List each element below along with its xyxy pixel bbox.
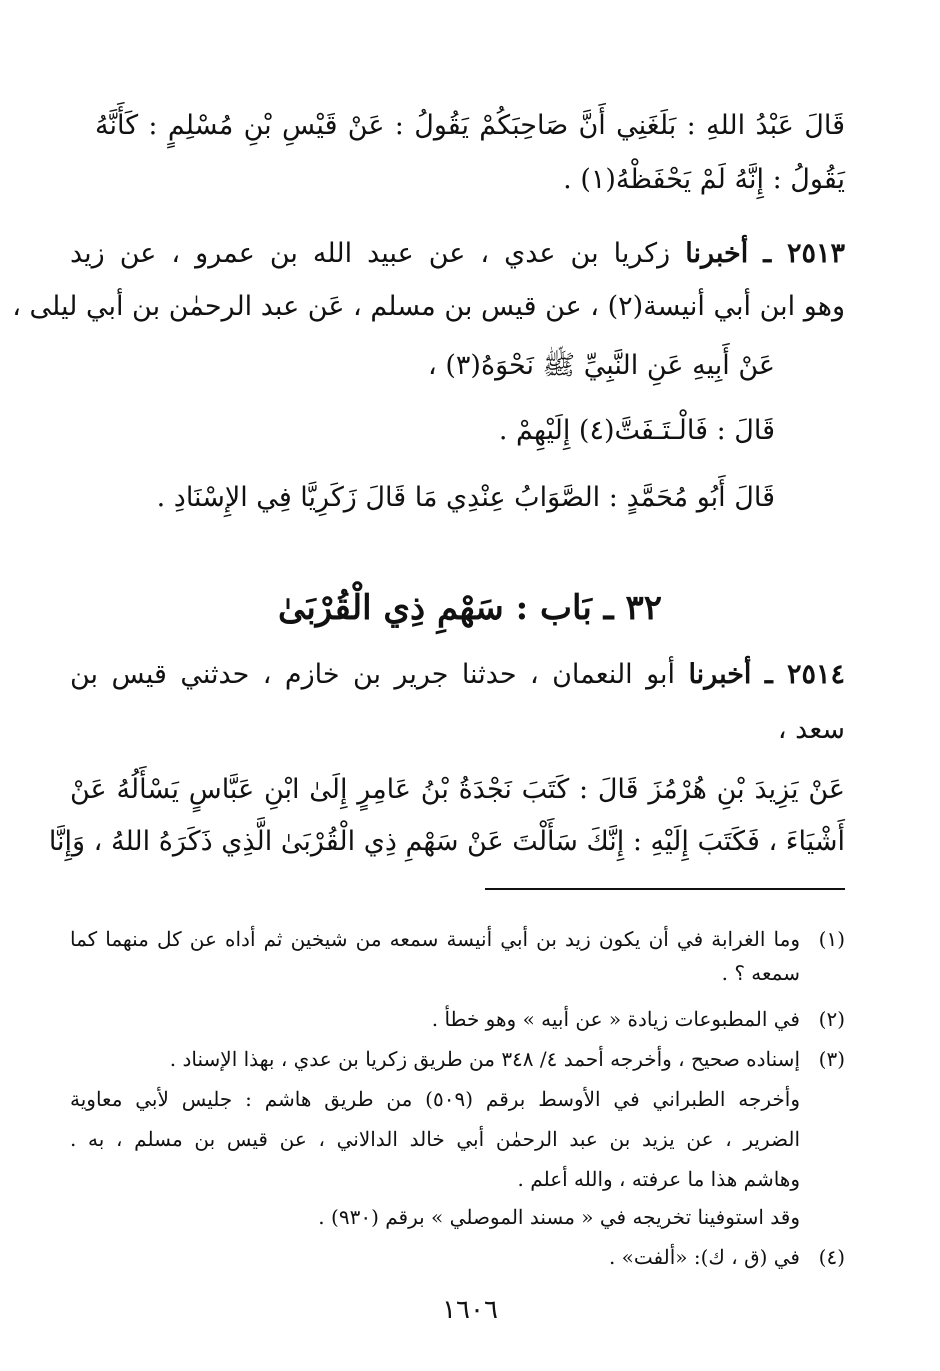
hadith-2514-line-1 [70,655,845,695]
footnote-text: في المطبوعات زيادة « عن أبيه » وهو خطأ . [431,1007,800,1031]
page-number: ١٦٠٦ [442,1295,498,1325]
footnote-number: (٢) [818,1007,845,1031]
footnote-text: إسناده صحيح ، وأخرجه أحمد ٤/ ٣٤٨ من طريق زكريا بن عدي ، بهذا الإسناد . [169,1047,800,1071]
chapter-heading: ٣٢ ـ بَاب : سَهْمِ ذِي الْقُرْبَىٰ [277,588,662,628]
footnote-text: وهاشم هذا ما عرفته ، والله أعلم . [517,1167,800,1191]
footnote-number: (٣) [818,1047,845,1071]
footnote-text: في (ق ، ك): «ألفت» . [608,1245,800,1269]
hadith-keyword: أخبرنا [685,238,749,269]
footnote-text: وما الغرابة في أن يكون زيد بن أبي أنيسة سمعه من شيخين ثم أداه عن كل منهما كما [70,927,800,951]
hadith-2514-line-4: أَشْيَاءَ ، فَكَتَبَ إِلَيْهِ : إِنَّكَ سَأَلْتَ عَنْ سَهْمِ ذِي الْقُرْبَىٰ الَّذِي ذَكَرَهُ اللهُ ، وَإِنَّا [48,826,845,857]
hadith-number: ٢٥١٤ ـ [764,659,845,690]
hadith-2513-line-4: قَالَ : فَالْـتَـفَتَّ(٤) إِلَيْهِمْ . [498,415,775,446]
footnote-text: الضرير ، عن يزيد بن عبد الرحمٰن أبي خالد الدالاني ، عن قيس بن مسلم ، به . [70,1127,800,1151]
hadith-text: زكريا بن عدي ، عن عبيد الله بن عمرو ، عن زيد [70,238,671,269]
hadith-2514-line-3: عَنْ يَزِيدَ بْنِ هُرْمُزَ قَالَ : كَتَبَ نَجْدَةُ بْنُ عَامِرٍ إِلَىٰ ابْنِ عَبَّاسٍ يَسْأَلُهُ عَنْ [70,774,845,805]
hadith-2513-line-2: وهو ابن أبي أنيسة(٢) ، عن قيس بن مسلم ، عَن عبد الرحمٰن بن أبي ليلى ، [12,291,845,322]
hadith-text: أبو النعمان ، حدثنا جرير بن خازم ، حدثني قيس بن [70,659,676,690]
footnote-number: (٤) [818,1245,845,1269]
hadith-keyword: أخبرنا [688,659,752,690]
narration-line: يَقُولُ : إِنَّهُ لَمْ يَحْفَظْهُ(١) . [563,164,845,195]
hadith-2513-line-5: قَالَ أَبُو مُحَمَّدٍ : الصَّوَابُ عِنْدِي مَا قَالَ زَكَرِيَّا فِي الإِسْنَادِ . [156,482,775,513]
narration-line: قَالَ عَبْدُ اللهِ : بَلَغَنِي أَنَّ صَاحِبَكُمْ يَقُولُ : عَنْ قَيْسِ بْنِ مُسْلِمٍ : كَأَنَّهُ [95,110,845,141]
footnote-separator [485,888,845,890]
hadith-2513-line-1 [70,234,845,274]
footnote-text: وأخرجه الطبراني في الأوسط برقم (٥٠٩) من طريق هاشم : جليس لأبي معاوية [70,1087,801,1111]
footnote-number: (١) [818,927,845,951]
footnote-text: سمعه ؟ . [721,961,800,985]
hadith-2513-line-3: عَنْ أَبِيهِ عَنِ النَّبِيِّ ﷺ نَحْوَهُ(٣) ، [428,350,775,381]
hadith-number: ٢٥١٣ ـ [763,238,845,269]
footnote-text: وقد استوفينا تخريجه في « مسند الموصلي » برقم (٩٣٠) . [318,1205,800,1229]
hadith-2514-line-2: سعد ، [777,714,845,745]
